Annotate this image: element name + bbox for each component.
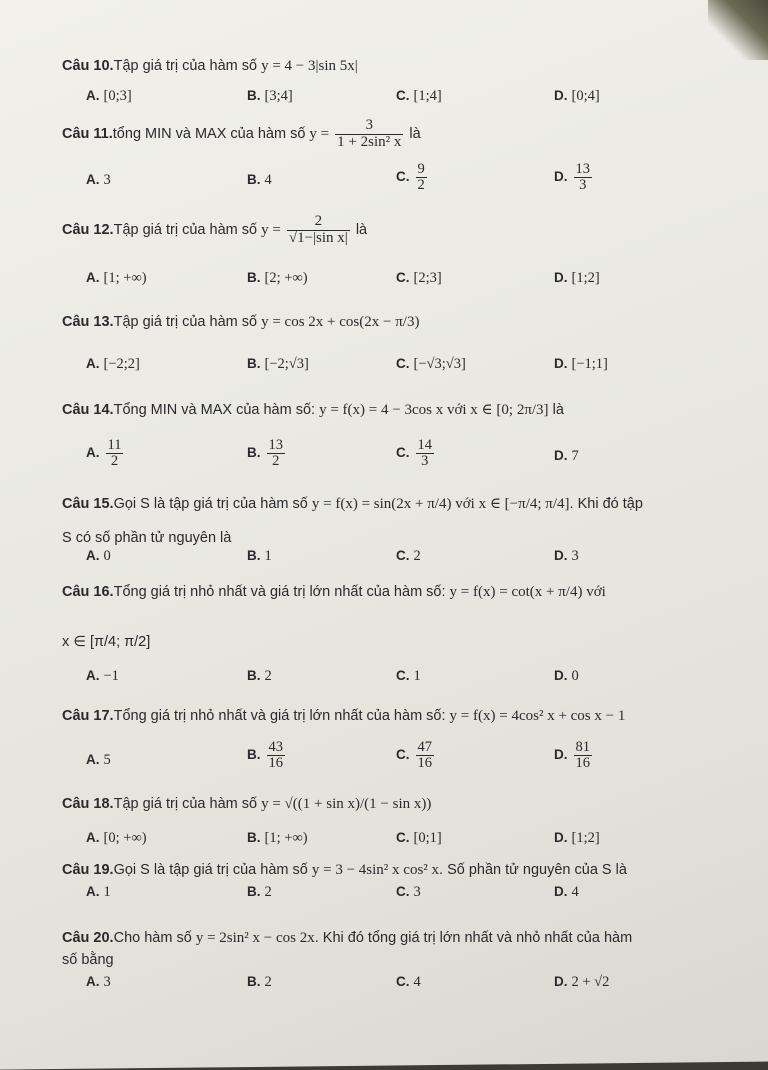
q15-option-a[interactable]: A. 0 <box>86 548 111 564</box>
q11-option-c[interactable]: C. $\frac{9}{2}$ <box>396 161 425 194</box>
q11-option-a[interactable]: A. 3 <box>86 172 111 188</box>
formula: y = 4 − 3|sin 5x| <box>261 58 358 74</box>
q17-option-d[interactable]: D. $\frac{81}{16}$ <box>554 739 590 772</box>
q20-option-d[interactable]: D. 2 + √2 <box>554 974 610 990</box>
q10-option-d[interactable]: D. [0;4] <box>554 88 600 104</box>
q14-option-a[interactable]: A. $\frac{11}{2}$ <box>86 437 122 470</box>
question-19: Câu 19.Gọi S là tập giá trị của hàm số y = 3 − 4sin² x cos² x. Số phần tử nguyên của S là <box>62 862 627 878</box>
q19-option-a[interactable]: A. 1 <box>86 884 111 900</box>
question-18: Câu 18.Tập giá trị của hàm số y = √((1 + sin x)/(1 − sin x)) <box>62 796 432 812</box>
q14-option-c[interactable]: C. $\frac{14}{3}$ <box>396 437 432 470</box>
q20-option-b[interactable]: B. 2 <box>247 974 272 990</box>
q18-option-c[interactable]: C. [0;1] <box>396 830 442 846</box>
q13-option-a[interactable]: A. [−2;2] <box>86 356 140 372</box>
q12-option-a[interactable]: A. [1; +∞) <box>86 270 147 286</box>
formula-fraction: $\frac{2}{\text{√1−|sin x|}}$ <box>288 213 348 246</box>
q12-option-c[interactable]: C. [2;3] <box>396 270 442 286</box>
question-16: Câu 16.Tổng giá trị nhỏ nhất và giá trị lớn nhất của hàm số: y = f(x) = cot(x + π/4) với <box>62 584 606 600</box>
q18-option-b[interactable]: B. [1; +∞) <box>247 830 308 846</box>
q10-option-c[interactable]: C. [1;4] <box>396 88 442 104</box>
question-20: Câu 20.Cho hàm số y = 2sin² x − cos 2x. Khi đó tổng giá trị lớn nhất và nhỏ nhất của hàm <box>62 930 633 946</box>
formula: y = 2sin² x − cos 2x <box>195 930 315 946</box>
formula: y = f(x) = cot(x + π/4) với <box>449 584 606 600</box>
q20-option-c[interactable]: C. 4 <box>396 974 421 990</box>
q15-option-d[interactable]: D. 3 <box>554 548 579 564</box>
q17-option-b[interactable]: B. $\frac{43}{16}$ <box>247 739 283 772</box>
formula: y = f(x) = 4cos² x + cos x − 1 <box>449 708 626 724</box>
q17-option-c[interactable]: C. $\frac{47}{16}$ <box>396 739 432 772</box>
q16-option-c[interactable]: C. 1 <box>396 668 421 684</box>
q16-option-d[interactable]: D. 0 <box>554 668 579 684</box>
question-17: Câu 17.Tổng giá trị nhỏ nhất và giá trị lớn nhất của hàm số: y = f(x) = 4cos² x + cos x − 1 <box>62 708 626 724</box>
q10-option-a[interactable]: A. [0;3] <box>86 88 132 104</box>
q17-option-a[interactable]: A. 5 <box>86 752 111 768</box>
q12-option-d[interactable]: D. [1;2] <box>554 270 600 286</box>
q16-domain: x ∈ [π/4; π/2] <box>62 634 151 650</box>
q16-option-b[interactable]: B. 2 <box>247 668 272 684</box>
question-10: Câu 10.Tập giá trị của hàm số y = 4 − 3|sin 5x| <box>62 58 358 74</box>
q16-option-a[interactable]: A. −1 <box>86 668 119 684</box>
formula: y = f(x) = 4 − 3cos x với x ∈ [0; 2π/3] <box>319 402 549 418</box>
q15-continuation: S có số phần tử nguyên là <box>62 530 232 546</box>
q15-option-b[interactable]: B. 1 <box>247 548 272 564</box>
formula: y = cos 2x + cos(2x − π/3) <box>261 314 420 330</box>
formula-fraction: $\frac{3}{\text{1 + 2sin² x}}$ <box>337 117 402 150</box>
q20-option-a[interactable]: A. 3 <box>86 974 111 990</box>
q20-continuation: số bằng <box>62 952 114 968</box>
formula: y = √((1 + sin x)/(1 − sin x)) <box>261 796 432 812</box>
q19-option-d[interactable]: D. 4 <box>554 884 579 900</box>
q13-option-d[interactable]: D. [−1;1] <box>554 356 608 372</box>
q13-option-c[interactable]: C. [−√3;√3] <box>396 356 466 372</box>
background-corner <box>708 0 768 60</box>
q19-option-b[interactable]: B. 2 <box>247 884 272 900</box>
question-15: Câu 15.Gọi S là tập giá trị của hàm số y = f(x) = sin(2x + π/4) với x ∈ [−π/4; π/4]. Khi đó tập <box>62 496 643 512</box>
q11-option-b[interactable]: B. 4 <box>247 172 272 188</box>
question-12: Câu 12.Tập giá trị của hàm số y = $\frac{2}{\text{√1−|sin x|}}$ là <box>62 213 368 246</box>
q18-option-a[interactable]: A. [0; +∞) <box>86 830 147 846</box>
question-13: Câu 13.Tập giá trị của hàm số y = cos 2x + cos(2x − π/3) <box>62 314 420 330</box>
q14-option-d[interactable]: D. 7 <box>554 448 579 464</box>
q12-option-b[interactable]: B. [2; +∞) <box>247 270 308 286</box>
q15-option-c[interactable]: C. 2 <box>396 548 421 564</box>
q11-option-d[interactable]: D. $\frac{13}{3}$ <box>554 161 590 194</box>
question-14: Câu 14.Tổng MIN và MAX của hàm số: y = f(x) = 4 − 3cos x với x ∈ [0; 2π/3] là <box>62 402 564 418</box>
q18-option-d[interactable]: D. [1;2] <box>554 830 600 846</box>
formula: y = 3 − 4sin² x cos² x <box>311 862 440 878</box>
q14-option-b[interactable]: B. $\frac{13}{2}$ <box>247 437 283 470</box>
q13-option-b[interactable]: B. [−2;√3] <box>247 356 309 372</box>
formula: y = f(x) = sin(2x + π/4) với x ∈ [−π/4; π/4] <box>311 496 570 512</box>
q19-option-c[interactable]: C. 3 <box>396 884 421 900</box>
q10-option-b[interactable]: B. [3;4] <box>247 88 293 104</box>
question-11: Câu 11.tổng MIN và MAX của hàm số y = $\frac{3}{\text{1 + 2sin² x}}$ là <box>62 117 421 150</box>
